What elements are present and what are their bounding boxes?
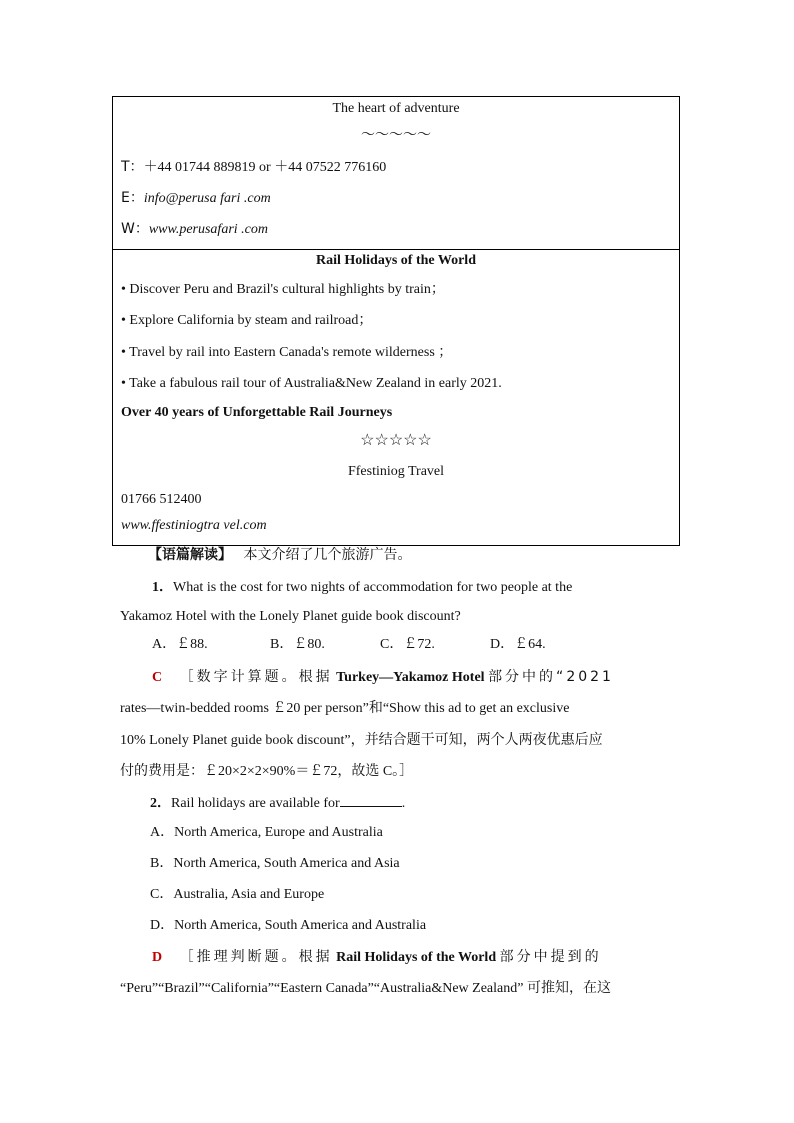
answer-label: D	[152, 950, 163, 965]
question-1-explanation: C ［数字计算题。根据 Turkey—Yakamoz Hotel 部分中的“2021	[152, 669, 614, 685]
ad-bullet: • Explore California by steam and railroad；	[121, 313, 373, 328]
ad-bullet: • Take a fabulous rail tour of Australia&New Zealand in early 2021.	[121, 376, 502, 391]
explanation-line: rates—twin-bedded rooms ￡20 per person”和“Show this ad to get an exclusive	[120, 701, 570, 716]
option-a: A．￡88.	[152, 637, 208, 652]
ad-phone: 01766 512400	[121, 492, 202, 507]
ad-email: E：info@perusa fari .com	[121, 190, 271, 206]
ad-website: W：www.perusafari .com	[121, 221, 268, 237]
ad-ornament: ～～～～～	[361, 128, 431, 143]
option-d: D．￡64.	[490, 637, 546, 652]
star-rating: ☆☆☆☆☆	[360, 432, 432, 449]
peru-safari-ad	[113, 97, 679, 250]
ad-phone: T：＋44 01744 889819 or ＋44 07522 776160	[121, 159, 387, 175]
question-2-explanation: D ［推理判断题。根据 Rail Holidays of the World 部分中提到的	[152, 949, 602, 965]
ad-company: Ffestiniog Travel	[347, 464, 445, 479]
option-d: D．North America, South America and Australia	[150, 918, 427, 933]
explanation-line: “Peru”“Brazil”“California”“Eastern Canada”“Australia&New Zealand” 可推知，在这	[120, 981, 611, 996]
ad-website: www.ffestiniogtra vel.com	[121, 518, 267, 533]
question-1-options	[152, 635, 708, 655]
advertisement-table	[112, 96, 680, 546]
explanation-line: 付的费用是：￡20×2×2×90%＝￡72，故选 C。］	[120, 764, 414, 779]
answer-blank	[340, 792, 402, 807]
option-a: A．North America, Europe and Australia	[150, 825, 383, 840]
option-b: B．￡80.	[270, 637, 325, 652]
question-1-stem-cont: Yakamoz Hotel with the Lonely Planet guide book discount?	[120, 609, 461, 624]
option-c: C．Australia, Asia and Europe	[150, 887, 325, 902]
question-1-stem: 1．What is the cost for two nights of accommodation for two people at the	[152, 580, 573, 595]
option-c: C．￡72.	[380, 637, 435, 652]
question-2-stem: 2．Rail holidays are available for .	[150, 792, 706, 814]
ad-bullet: • Travel by rail into Eastern Canada's remote wilderness ；	[121, 345, 453, 360]
option-b: B．North America, South America and Asia	[150, 856, 400, 871]
passage-analysis: 【语篇解读】 本文介绍了几个旅游广告。	[148, 547, 412, 563]
ad-bullet: • Discover Peru and Brazil's cultural highlights by train；	[121, 282, 445, 297]
answer-label: C	[152, 670, 163, 685]
explanation-line: 10% Lonely Planet guide book discount”，并结合题干可知，两个人两夜优惠后应	[120, 733, 603, 748]
ad-slogan: The heart of adventure	[332, 101, 460, 116]
rail-holidays-ad	[113, 250, 679, 545]
ad-tagline: Over 40 years of Unforgettable Rail Journeys	[121, 405, 393, 420]
ad-title: Rail Holidays of the World	[316, 253, 476, 268]
